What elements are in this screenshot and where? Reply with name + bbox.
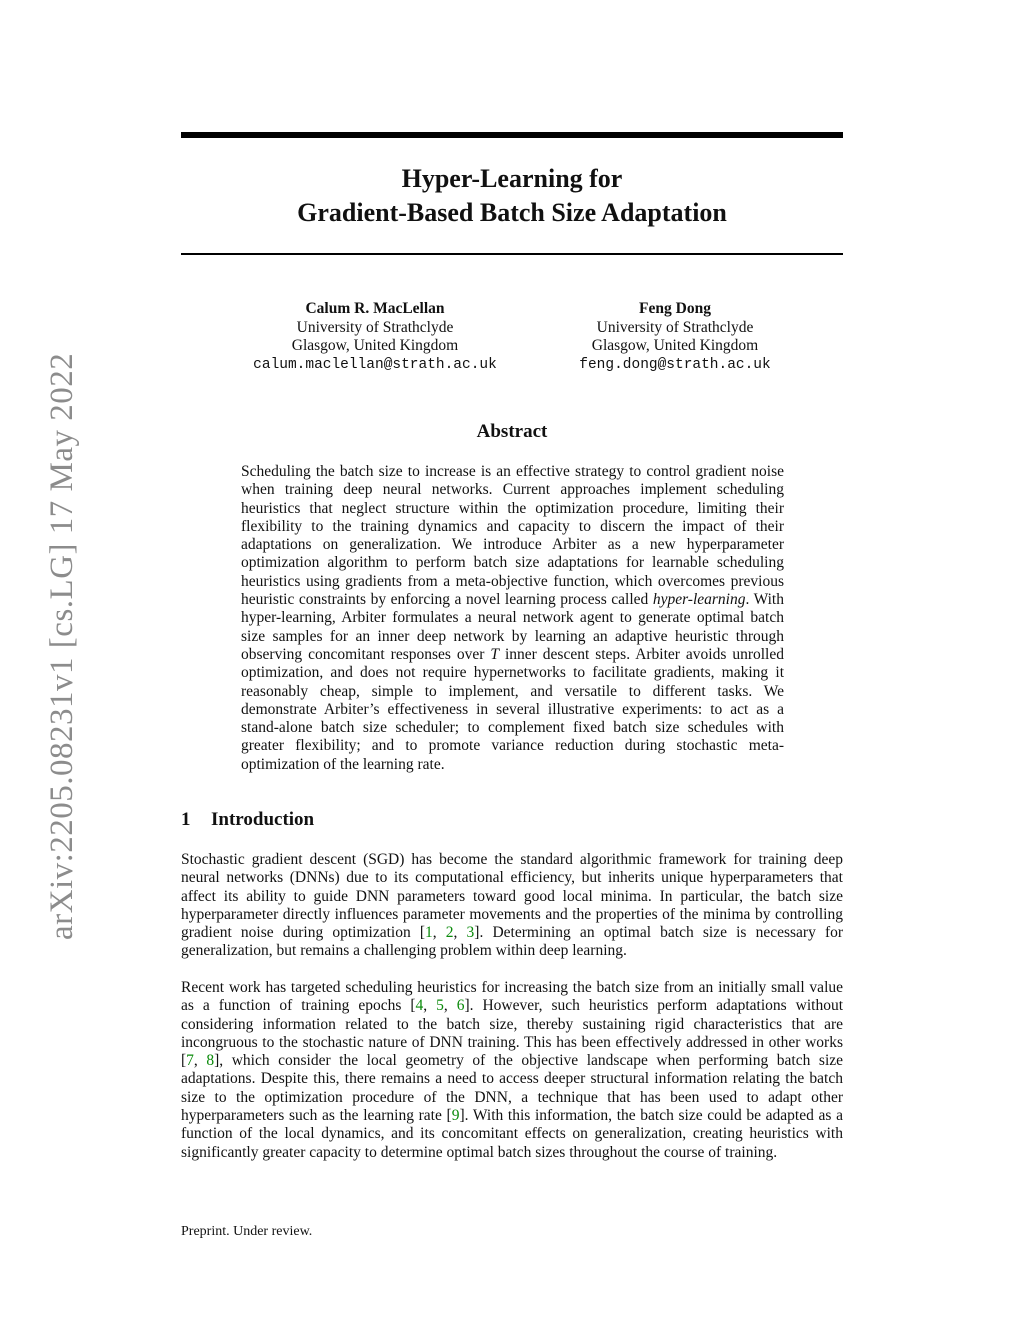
section-title: Introduction	[211, 809, 315, 830]
title-rule-bottom	[181, 253, 843, 255]
paragraph-text: ]. However, such heuristics perform adaptations without considering information related to the batch size, thereby sustaining rigid characteristics that are incongruous to the stochastic nature of DNN training. This has been effectively addressed in other works [	[181, 997, 844, 1070]
section-number: 1	[181, 809, 191, 830]
abstract-text-part: inner descent steps. Arbiter avoids unrolled optimization, and does not require hypernetworks to facilitate gradients, making it reasonably cheap, simple to implement, and versatile to different tasks. We demonstrate Arbiter’s effectiveness in several illustrative experiments: to act as a stand-alone batch size scheduler; to complement fixed batch size schedules with greater flexibility; and to promote variance reduction during stochastic meta-optimization of the learning rate.	[241, 645, 784, 773]
abstract-text-part: Scheduling the batch size to increase is an effective strategy to control gradient noise when training deep neural networks. Current approaches implement scheduling heuristics that neglect structure within the optimization procedure, limiting their flexibility to the training dynamics and capacity to discern the impact of their adaptations on generalization. We introduce Arbiter as a new hyperparameter optimization algorithm to perform batch size adaptations for learnable scheduling heuristics using gradients from a meta-objective function, which overcomes previous heuristic constraints by enforcing a novel learning process called	[241, 463, 784, 609]
author-location: Glasgow, United Kingdom	[591, 337, 759, 354]
arxiv-identifier: arXiv:2205.08231v1 [cs.LG] 17 May 2022	[44, 352, 80, 940]
author-block-2	[530, 300, 820, 374]
citation-link[interactable]: 7	[186, 1052, 194, 1070]
citation-link[interactable]: 6	[456, 997, 465, 1015]
title-rule-top	[181, 132, 843, 138]
abstract-heading: Abstract	[476, 421, 548, 442]
abstract-text	[241, 463, 784, 774]
paragraph-text: Stochastic gradient descent (SGD) has become the standard algorithmic framework for training deep neural networks (DNNs) due to its computational efficiency, but inherits unique hyperparameters that affect its ability to guide DNN parameters toward good local minima. In particular, the batch size hyperparameter directly influences parameter movements and the properties of the minima by controlling gradient noise during optimization [	[181, 851, 843, 942]
abstract-emphasis: hyper-learning	[652, 591, 746, 609]
author-email[interactable]: calum.maclellan@strath.ac.uk	[253, 356, 497, 373]
paragraph-text: ]. Determining an optimal batch size is necessary for generalization, but remains a challenging problem within deep learning.	[181, 924, 844, 960]
paper-title	[181, 162, 843, 230]
citation-link[interactable]: 1	[425, 924, 433, 942]
abstract-variable: T	[490, 645, 500, 663]
author-name: Feng Dong	[639, 300, 711, 317]
author-name: Calum R. MacLellan	[305, 300, 445, 317]
author-email[interactable]: feng.dong@strath.ac.uk	[579, 356, 771, 373]
abstract-text-part: . With hyper-learning, Arbiter formulates a neural network agent to generate optimal batch size samples for an inner deep network by learning an adaptive heuristic through observing concomitant responses over	[241, 591, 784, 663]
citation-link[interactable]: 3	[466, 924, 475, 942]
citation-link[interactable]: 5	[436, 997, 444, 1015]
preprint-footer: Preprint. Under review.	[181, 1224, 313, 1239]
author-location: Glasgow, United Kingdom	[291, 337, 459, 354]
paragraph-text: ], which consider the local geometry of the objective landscape when performing batch size adaptations. Despite this, there remains a need to access deeper structural information relating the batch size to the optimization procedure of the DNN, a technique that has been used to adapt other hyperparameters such as the learning rate [	[181, 1052, 844, 1125]
title-line-1: Hyper-Learning for	[401, 164, 623, 193]
citation-link[interactable]: 9	[451, 1107, 460, 1125]
title-line-2: Gradient-Based Batch Size Adaptation	[297, 198, 727, 227]
citation-link[interactable]: 4	[415, 997, 424, 1015]
intro-paragraph-1: Stochastic gradient descent (SGD) has become the standard algorithmic framework for training deep neural networks (DNNs) due to its computational efficiency, but inherits unique hyperparameters that affect its ability to guide DNN parameters toward good local minima. In particular, the batch size hyperparameter directly influences parameter movements and the properties of the minima by controlling gradient noise during optimization [1, 2, 3]. Determining an optimal batch size is necessary for generalization, but remains a challenging problem within deep learning.	[181, 851, 844, 960]
section-heading-introduction	[181, 809, 314, 831]
author-affiliation: University of Strathclyde	[596, 318, 754, 336]
intro-paragraph-2: Recent work has targeted scheduling heuristics for increasing the batch size from an initially small value as a function of training epochs [4, 5, 6]. However, such heuristics perform adaptations without considering information related to the batch size, thereby sustaining rigid characteristics that are incongruous to the stochastic nature of DNN training. This has been effectively addressed in other works [7, 8], which consider the local geometry of the objective landscape when performing batch size adaptations. Despite this, there remains a need to access deeper structural information relating the batch size to the optimization procedure of the DNN, a technique that has been used to adapt other hyperparameters such as the learning rate [9]. With this information, the batch size could be adapted as a function of the local dynamics, and its concomitant effects on generalization, creating heuristics with significantly greater capacity to determine optimal batch sizes throughout the course of training.	[181, 979, 844, 1161]
author-affiliation: University of Strathclyde	[296, 318, 454, 336]
paragraph-text: ]. With this information, the batch size could be adapted as a function of the local dynamics, and its concomitant effects on generalization, creating heuristics with significantly greater capacity to determine optimal batch sizes throughout the course of training.	[181, 1107, 843, 1161]
citation-link[interactable]: 8	[206, 1052, 215, 1070]
citation-link[interactable]: 2	[445, 924, 454, 942]
paragraph-text: Recent work has targeted scheduling heuristics for increasing the batch size from an initially small value as a function of training epochs [	[181, 979, 843, 1015]
author-block-1	[230, 300, 520, 374]
